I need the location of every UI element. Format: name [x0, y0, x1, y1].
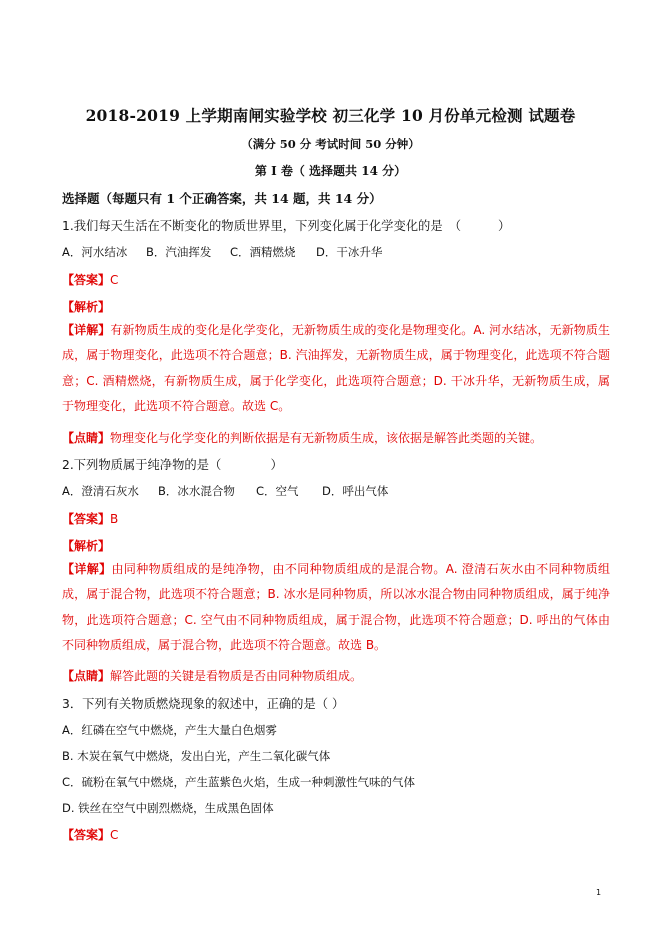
tip-text: 物理变化与化学变化的判断依据是有无新物质生成，该依据是解答此类题的关键。: [110, 431, 543, 445]
answer-value: B: [110, 512, 119, 526]
part-heading: 第 I 卷（ 选择题共 14 分）: [254, 164, 407, 178]
question-3-option-a: A．红磷在空气中燃烧，产生大量白色烟雾: [62, 723, 277, 737]
answer-label: 【答案】: [62, 512, 111, 526]
question-2-option-c: C．空气: [256, 484, 299, 498]
question-1-option-b: B．汽油挥发: [146, 245, 212, 259]
exam-info: （满分 50 分 考试时间 50 分钟）: [241, 137, 420, 151]
question-1-option-a: A．河水结冰: [62, 245, 128, 259]
question-2-option-b: B．冰水混合物: [158, 484, 235, 498]
question-2-options: [62, 483, 388, 499]
question-2-option-a: A．澄清石灰水: [62, 484, 139, 498]
detail-label: 【详解】: [62, 562, 112, 576]
question-3-answer: [62, 826, 118, 843]
detail-text: 有新物质生成的变化是化学变化，无新物质生成的变化是物理变化。A. 河水结冰，无新物质生成，属于物理变化，此选项不符合题意；B. 汽油挥发，无新物质生成，属于物理变化，此选项不符合题意；C. 酒精燃烧，有新物质生成，属于化学变化，此选项符合题意；D. 干冰升华，无新物质生成，属于物理变化，此选项不符合题意。故选 C。: [62, 323, 610, 413]
question-2-analysis-label: 【解析】: [62, 539, 111, 553]
detail-label: 【详解】: [62, 323, 111, 337]
question-1-answer: [62, 271, 118, 288]
question-3-option-c: C．硫粉在氧气中燃烧，产生蓝紫色火焰，生成一种刺激性气味的气体: [62, 775, 416, 789]
question-2-tip: [62, 667, 362, 684]
answer-value: C: [110, 273, 119, 287]
question-1-option-c: C．酒精燃烧: [230, 245, 296, 259]
question-1-options: [62, 244, 382, 260]
question-1-option-d: D．干冰升华: [316, 245, 383, 259]
section-heading: 选择题（每题只有 1 个正确答案，共 14 题，共 14 分）: [62, 191, 382, 206]
detail-text: 由同种物质组成的是纯净物，由不同种物质组成的是混合物。A. 澄清石灰水由不同种物质组成，属于混合物，此选项不符合题意；B. 冰水是同种物质，所以冰水混合物由同种物质组成，属于纯净物，此选项符合题意；C. 空气由不同种物质组成，属于混合物，此选项不符合题意；D. 呼出的气体由不同种物质组成，属于混合物，此选项不符合题意。故选 B。: [62, 562, 610, 652]
answer-value: C: [110, 828, 119, 842]
question-2-answer: [62, 510, 118, 527]
page-number: 1: [596, 888, 602, 897]
question-1-analysis-label: 【解析】: [62, 300, 111, 314]
question-2-stem: 2.下列物质属于纯净物的是（ ）: [62, 458, 283, 472]
answer-label: 【答案】: [62, 828, 111, 842]
tip-label: 【点睛】: [62, 431, 111, 445]
question-3-option-d: D. 铁丝在空气中剧烈燃烧，生成黑色固体: [62, 801, 274, 815]
question-1-tip: [62, 429, 542, 446]
tip-label: 【点睛】: [62, 669, 111, 683]
question-2-detail: [62, 557, 610, 658]
question-1-detail: [62, 318, 610, 419]
page-title: 2018-2019 上学期南闸实验学校 初三化学 10 月份单元检测 试题卷: [85, 106, 576, 125]
question-2-option-d: D．呼出气体: [322, 484, 389, 498]
question-1-stem: 1.我们每天生活在不断变化的物质世界里，下列变化属于化学变化的是 （ ）: [62, 219, 511, 233]
question-3-stem: 3．下列有关物质燃烧现象的叙述中，正确的是（ ）: [62, 697, 345, 711]
tip-text: 解答此题的关键是看物质是否由同种物质组成。: [110, 669, 363, 683]
question-3-option-b: B. 木炭在氧气中燃烧，发出白光，产生二氧化碳气体: [62, 749, 331, 763]
answer-label: 【答案】: [62, 273, 111, 287]
